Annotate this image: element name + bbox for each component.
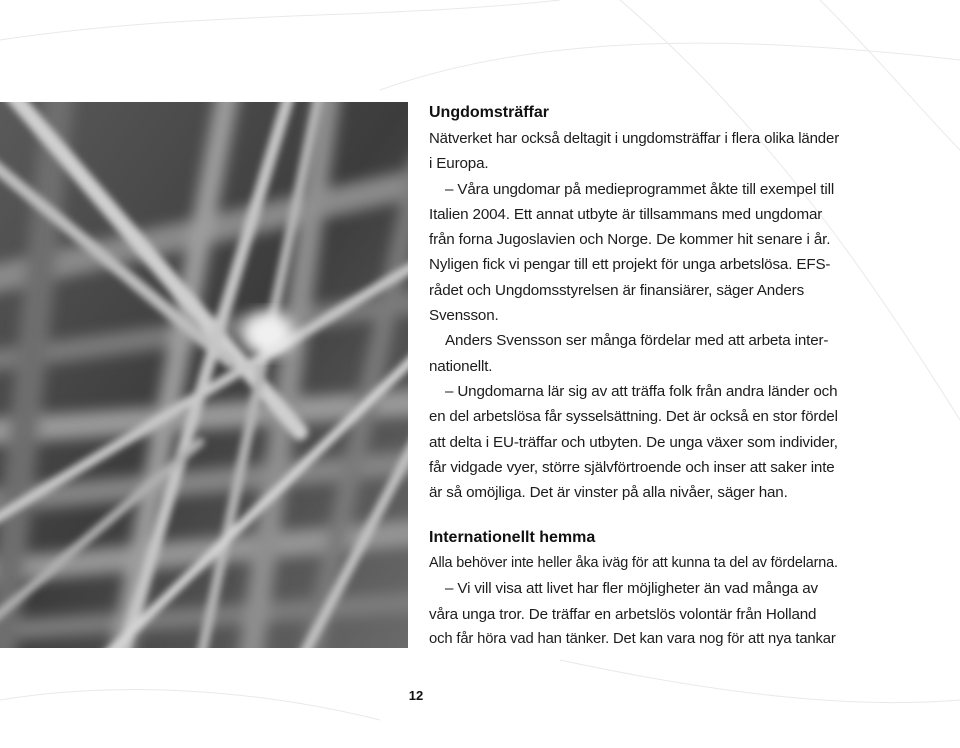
page-number: 12 [408, 688, 424, 703]
text-line: våra unga tror. De träffar en arbetslös volontär från Holland [429, 605, 817, 623]
text-line: – Våra ungdomar på medieprogrammet åkte till exempel till [445, 180, 835, 198]
text-line: – Vi vill visa att livet har fler möjligheter än vad många av [445, 580, 818, 598]
text-line: Nyligen fick vi pengar till ett projekt för unga arbetslösa. EFS- [429, 256, 831, 274]
text-line: i Europa. [429, 155, 489, 173]
text-line: och får höra vad han tänker. Det kan vara nog för att nya tankar [429, 630, 836, 647]
text-line: Anders Svensson ser många fördelar med att arbeta inter- [445, 332, 829, 350]
section-heading: Ungdomsträffar [429, 104, 550, 121]
text-line: Svensson. [429, 307, 499, 325]
text-line: en del arbetslösa får sysselsättning. Det är också en stor fördel [429, 408, 838, 426]
text-line: Nätverket har också deltagit i ungdomsträffar i flera olika länder [429, 130, 840, 147]
text-line: att delta i EU-träffar och utbyten. De unga växer som individer, [429, 433, 838, 451]
text-line: är så omöjliga. Det är vinster på alla nivåer, säger han. [429, 484, 788, 502]
text-line: rådet och Ungdomsstyrelsen är finansiärer, säger Anders [429, 281, 805, 299]
text-line: nationellt. [429, 357, 493, 375]
section-internationellt-hemma [429, 525, 839, 652]
text-line: får vidgade vyer, större självförtroende och inser att saker inte [429, 458, 835, 476]
section-heading: Internationellt hemma [429, 529, 596, 546]
fiber-photo [0, 102, 408, 648]
section-ungdomstraffar [429, 100, 839, 505]
text-line: från forna Jugoslavien och Norge. De kommer hit senare i år. [429, 231, 831, 249]
text-line: Italien 2004. Ett annat utbyte är tillsammans med ungdomar [429, 205, 823, 223]
text-line: Alla behöver inte heller åka iväg för att kunna ta del av fördelarna. [429, 555, 838, 571]
text-line: – Ungdomarna lär sig av att träffa folk från andra länder och [445, 382, 838, 400]
